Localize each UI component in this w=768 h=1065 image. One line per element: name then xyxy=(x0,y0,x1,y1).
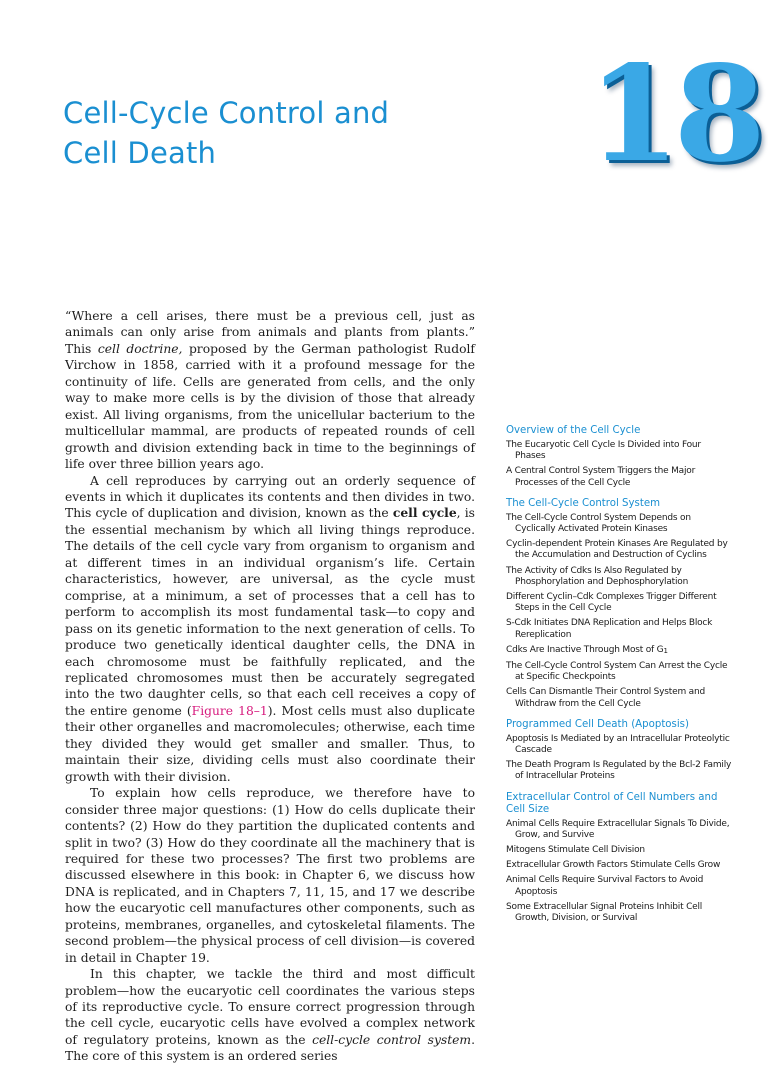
outline-item-text: Cdks Are Inactive Through Most of G xyxy=(506,644,664,655)
outline-item: A Central Control System Triggers the Major Processes of the Cell Cycle xyxy=(506,466,696,488)
outline-item: Animal Cells Require Survival Factors to Avoid Apoptosis xyxy=(506,875,704,897)
p4-text-b: . The core of this system is an ordered series xyxy=(65,1032,476,1064)
outline-item: The Eucaryotic Cell Cycle Is Divided into Four Phases xyxy=(506,440,701,462)
outline-heading-apoptosis: Programmed Cell Death (Apoptosis) xyxy=(506,718,689,730)
chapter-title-line-2: Cell Death xyxy=(63,136,217,170)
p2-text-a: A cell reproduces by carrying out an orderly sequence of events in which it duplicates its contents and then divides in two. This cycle of duplication and division, known as the xyxy=(65,473,475,521)
outline-item: Apoptosis Is Mediated by an Intracellular Proteolytic Cascade xyxy=(506,733,730,756)
p2-text-b: , is the essential mechanism by which all living things reproduce. The details of the cell cycle vary from organism to organism and at different times in an individual organism’s life. Certain characteristics, however, are universal, as the cycle must comprise, at a minimum, a set of processes that a cell has to perform to accomplish its most fundamental task—to copy and pass on its genetic information to the next generation of cells. To produce two genetically identical daughter cells, the DNA in each chromosome must be faithfully replicated, and the replicated chromosomes must then be accurately segregated into the two daughter cells, so that each cell receives a copy of the entire genome ( xyxy=(65,506,475,718)
p1-text-a: “Where a cell arises, there must be a previous cell, just as animals can only arise from animals and plants from plants.” This xyxy=(65,309,475,356)
outline-item: Animal Cells Require Extracellular Signals To Divide, Grow, and Survive xyxy=(506,818,730,840)
outline-item: The Death Program Is Regulated by the Bcl-2 Family of Intracellular Proteins xyxy=(506,760,732,782)
p1-text-b: proposed by the German pathologist Rudolf Virchow in 1858, carried with it a profound message for the continuity of life. Cells are generated from cells, and the only way to make more cells is by the division of those that already exist. All living organisms, from the unicellular bacterium to the multicellular mammal, are products of repeated rounds of cell growth and division extending back in time to the beginnings of life over three billion years ago. xyxy=(65,341,475,472)
outline-item: The Cell-Cycle Control System Depends on Cyclically Activated Protein Kinases xyxy=(506,512,691,535)
outline-heading-control-system: The Cell-Cycle Control System xyxy=(506,497,661,509)
outline-item: Cells Can Dismantle Their Control System and Withdraw from the Cell Cycle xyxy=(506,687,706,709)
outline-item: Some Extracellular Signal Proteins Inhibit Cell Growth, Division, or Survival xyxy=(506,901,703,924)
chapter-title-line-1: Cell-Cycle Control and xyxy=(63,96,390,130)
paragraph-1 xyxy=(65,308,475,473)
p4-emphasis: cell-cycle control system xyxy=(312,1032,472,1047)
outline-item: The Activity of Cdks Is Also Regulated by Phosphorylation and Dephosphorylation xyxy=(506,565,689,587)
paragraph-4 xyxy=(65,966,475,1065)
outline-heading-overview: Overview of the Cell Cycle xyxy=(506,425,641,436)
p4-text-a: In this chapter, we tackle the third and most difficult problem—how the eucaryotic cell coordinates the various steps of its reproductive cycle. To ensure correct progression through the cell cycle, eucaryotic cells have evolved a complex network of regulatory proteins, known as the xyxy=(65,967,475,1047)
outline-item: S-Cdk Initiates DNA Replication and Helps Block Rereplication xyxy=(506,618,713,640)
outline-item xyxy=(506,645,732,657)
chapter-title xyxy=(63,93,493,173)
chapter-number: 18 xyxy=(588,37,760,192)
body-text xyxy=(65,308,475,1065)
p1-emphasis: cell doctrine, xyxy=(97,341,183,356)
paragraph-2 xyxy=(65,473,475,786)
outline-item: Mitogens Stimulate Cell Division xyxy=(506,845,645,856)
outline-item: The Cell-Cycle Control System Can Arrest the Cycle at Specific Checkpoints xyxy=(506,661,728,683)
paragraph-3: To explain how cells reproduce, we therefore have to consider three major questions: (1) How do cells duplicate their contents? (2) How do they partition the duplicated contents and split in two? (3) How do they coordinate all the machinery that is required for these two processes? The first two problems are discussed elsewhere in this book: in Chapter 6, we discuss how DNA is replicated, and in Chapters 7, 11, 15, and 17 we describe how the eucaryotic cell manufactures other components, such as proteins, membranes, organelles, and cytoskeletal filaments. The second problem—the physical process of cell division—is covered in detail in Chapter 19. xyxy=(65,786,475,965)
outline-item: Extracellular Growth Factors Stimulate Cells Grow xyxy=(506,860,721,871)
p2-text-c: ). Most cells must also duplicate their other organelles and macromolecules; otherwise, each time they divided they would get smaller and smaller. Thus, to maintain their size, dividing cells must also coordinate their growth with their division. xyxy=(65,703,475,784)
outline-item: Different Cyclin–Cdk Complexes Trigger Different Steps in the Cell Cycle xyxy=(506,592,717,614)
p2-bold-term: cell cycle xyxy=(392,505,457,521)
outline-item: Cyclin-dependent Protein Kinases Are Regulated by the Accumulation and Destruction of Cyclins xyxy=(506,539,728,561)
outline-heading-extracellular-control: Extracellular Control of Cell Numbers and Cell Size xyxy=(506,791,718,815)
subscript: 1 xyxy=(663,646,668,655)
figure-reference-link[interactable]: Figure 18–1 xyxy=(191,703,268,718)
chapter-outline xyxy=(506,425,732,928)
